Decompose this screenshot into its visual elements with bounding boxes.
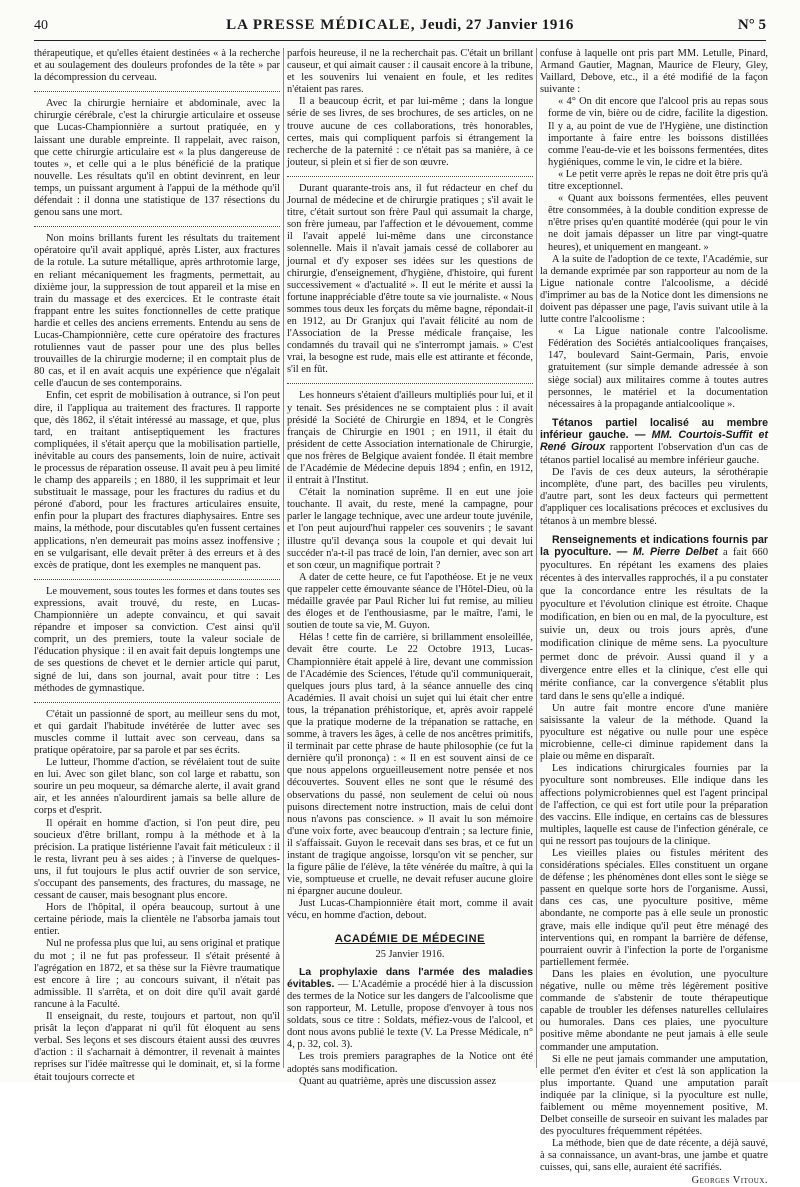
topic-body: a fait 660 pyocultures. En répétant les examens des plaies récentes à des intervalles rapprochés, il a pu constater que la concordance entre les résultats de la pyoculture et l'évolution clinique est étroite. Chaque modification, en bien ou en mal, de la pyoculture, est suivie un, deux ou trois jours après, d'une modification clinique de même sens. La pyoculture permet donc de prévoir. Aussi quand il y a divergence entre elles et la clinique, c'est elle qui mérite confiance, car la convergence s'établit plus tard dans le sens qu'elle a indiqué. bbox=[540, 546, 769, 702]
paragraph: Avec la chirurgie herniaire et abdominale, avec la chirurgie cérébrale, c'est la chirurgie articulaire et osseuse que Lucas-Championnière a surtout pratiquée, en y laissant une durable empreinte. Il rappelait, avec raison, que cette chirurgie articulaire est « la plus dangereuse de toutes », et celle qui a le plus bénéficié de la pratique nouvelle. Les résultats qu'il en obtint devinrent, en leur temps, un puissant argument à l'appui de la méthode qu'il défendait : il donna une statistique de 137 résections du genou sans une mort. bbox=[34, 98, 280, 219]
paragraph: Un autre fait montre encore d'une manière saisissante la valeur de la méthode. Quand la pyoculture est négative ou nulle pour une espèce microbienne, celle-ci diminue rapidement dans la plaie ou même en disparaît. bbox=[540, 702, 768, 763]
paragraph: Durant quarante-trois ans, il fut rédacteur en chef du Journal de médecine et de chirurgie pratiques ; s'il avait le titre, c'était surtout son frère Paul qui assumait la charge, son frère jumeau, par l'affection et le dévouement, comme il l'avait appelé lui-même dans une circonstance solennelle. Mais il n'avait jamais cessé de collaborer au journal et d'y exposer ses idées sur les questions de chirurgie, d'enseignement, d'hygiène, d'histoire, qui furent successivement « d'actualité ». Il eut le mérite et aussi la fortune inappréciable d'être toute sa vie journaliste. « Nous sommes tous deux les forçats du même bagne, répondait-il en 1912, au Dr Granjux qui l'avait félicité au nom de l'Association de la Presse médicale française, les condamnés du travail qui ne s'interrompt jamais. » C'est vrai, la besogne est rude, mais elle est attirante et féconde, s'il en fût. bbox=[287, 182, 533, 376]
paragraph: Il enseignait, du reste, toujours et partout, non qu'il prisât la leçon d'apparat ni qu'il fût éloquent au sens verbal. Ses leçons et ses discours étaient aussi des œuvres d'action : il s'acharnait à démontrer, il revenait à maintes reprises sur l'idée maîtresse qui le dominait, et, si la forme était toujours correcte et bbox=[34, 1011, 280, 1083]
dotted-divider bbox=[34, 702, 280, 703]
session-date: 25 Janvier 1916. bbox=[375, 948, 445, 960]
dotted-divider bbox=[34, 226, 280, 227]
journal-name: LA PRESSE MÉDICALE, bbox=[226, 17, 416, 33]
paragraph: Enfin, cet esprit de mobilisation à outrance, si l'on peut dire, il l'appliqua au traitement des fractures. Il rapporte que, dès 1862, il s'était intéressé au massage, et que, plus tard, en traitant antiseptiquement les fractures compliquées, il s'était aperçu que la mobilisation partielle, inévitable au cours des pansements, loin de nuire, activait le processus de réparation osseuse. Il avait peu à peu limité le champ des appareils ; en 1880, il les supprimait et leur substituait le massage, pour les fractures du radius et du péroné d'abord, pour les fractures articulaires ensuite, enfin pour la plupart des fractures diaphysaires. Entre ses mains, la méthode, pour discutables qu'en fussent certaines applications, n'en demeurait pas moins assez inoffensive ; en se vulgarisant, elle devait prêter à des erreurs et à des excès de pratique, dont les exemples ne manquent pas. bbox=[34, 390, 280, 571]
paragraph: Les indications chirurgicales fournies par la pyoculture sont nombreuses. Elle indique dans les affections polymicrobiennes quel est l'agent principal de l'affection, ce qui est fort utile pour la préparation des vaccins. Elle indique, en certains cas de blessures multiples, laquelle est cause de l'infection générale, ce qui ne ressort pas toujours de la clinique. bbox=[540, 763, 768, 847]
paragraph: Le lutteur, l'homme d'action, se révélaient tout de suite en lui. Avec son gilet blanc, son col large et rabattu, son sourire un peu moqueur, sa démarche alerte, il avait grand air, et les années n'alourdirent jamais sa belle allure de corps et d'esprit. bbox=[34, 757, 280, 817]
topic-body: rapportent l'observation d'un cas de tétanos partiel localisé au membre inférieur gauche. bbox=[540, 442, 768, 467]
paragraph: Quant au quatrième, après une discussion assez bbox=[299, 1075, 497, 1087]
paragraph: A la suite de l'adoption de ce texte, l'Académie, sur la demande exprimée par son rapporteur au nom de la Ligue nationale contre l'alcoolisme, a décidé d'imprimer au bas de la Notice dont les dimensions ne doivent pas dépasser une page, l'avis suivant utile à la lutte contre l'alcoolisme : bbox=[540, 253, 768, 326]
paragraph: Les trois premiers paragraphes de la Notice ont été adoptés sans modification. bbox=[287, 1051, 533, 1075]
paragraph: Les honneurs s'étaient d'ailleurs multipliés pour lui, et il y tenait. Ses présidences ne se comptaient plus : il avait présidé la Société de Chirurgie en 1894, et le Congrès français de Chirurgie en 1901 ; en 1911, il était du président de cette Association internationale de Chirurgie, que nos frères de Belgique avaient fondée. Il était membre de l'Académie de Médecine depuis 1894 ; enfin, en 1912, il entrait à l'Institut. bbox=[287, 390, 533, 487]
paragraph bbox=[287, 967, 533, 1052]
paragraph bbox=[540, 534, 768, 703]
topic-body: — L'Académie a procédé hier à la discussion des termes de la Notice sur les dangers de l'alcoolisme que son rapporteur, M. Letulle, propose d'envoyer à tous nos soldats, sous ce titre : Soldats, méfiez-vous de l'alcool, et dont nous avons publié le texte (V. La Presse Médicale, n° 4, p. 32, col. 3). bbox=[287, 978, 533, 1051]
page-header bbox=[34, 14, 766, 40]
paragraph: La méthode, bien que de date récente, a déjà sauvé, à sa connaissance, un avant-bras, une jambe et quatre cuisses, qui, sans elle, auraient été sacrifiés. bbox=[540, 1138, 768, 1174]
author-signature: Georges Vitoux. bbox=[691, 1174, 768, 1186]
header-rule bbox=[34, 40, 766, 41]
dotted-divider bbox=[287, 176, 533, 177]
column-1 bbox=[34, 48, 280, 1083]
paragraph bbox=[540, 417, 768, 467]
paragraph: Si elle ne peut jamais commander une amputation, elle permet d'en éviter et c'est là son application la plus importante. Quand une amputation paraît indiquée par la clinique, si la pyoculture est nulle, faiblement ou même moyennement positive, M. Delbet conseille de surseoir en suivant les malades par des pyocultures fréquemment répétées. bbox=[540, 1053, 768, 1138]
topic-title: Tétanos partiel localisé au membre inférieur gauche. bbox=[540, 416, 768, 441]
paragraph: Nul ne professa plus que lui, au sens original et pratique du mot ; il ne fut pas professeur. Il s'était présenté à l'agrégation en 1872, et sa thèse sur la Fièvre traumatique est encore à lire ; au concours suivant, il n'était pas admissible. Il s'arrêta, et on doit dire qu'il avait gardé rancune à la Faculté. bbox=[34, 938, 280, 1010]
paragraph: Dans les plaies en évolution, une pyoculture négative, nulle ou même très légèrement positive commande de s'abstenir de toute thérapeutique capable de troubler les défenses naturelles cellulaires ou humorales. Dans ces plaies, une pyoculture positive même abondante ne peut jamais à elle seule commander une amputation. bbox=[540, 968, 768, 1053]
paragraph: Hélas ! cette fin de carrière, si brillamment ensoleillée, devait être courte. Le 22 Octobre 1913, Lucas-Championnière était appelé à lire, devant une commission de l'Académie des Sciences, l'étude qu'il communiquerait, quelques jours plus tard, à la séance annuelle des cinq Académies. Il avait choisi un sujet qui lui était cher entre tous, la trépanation préhistorique, et, après avoir rappelé que la pratique moderne de la trépanation se rattache, en somme, à travers les âges, à celle de nos ancêtres primitifs, il terminait par cette phrase de haute philosophie (ce fut la dernière qu'il prononça) : « Il en est souvent ainsi de ce que nous appelons orgueilleusement notre pensée et nos découvertes. Souvent elles ne sont que le résumé des observations du passé, non seulement de celui où nous puisons directement notre instruction, mais de celui dont nous n'avons pas conscience. » Il avait lu son mémoire d'une voix forte, avec beaucoup d'entrain ; sa lecture finie, il s'affaissait. Guyon le recevait dans ses bras, et ce fut un instant de tragique angoisse, lorsqu'on vit se pencher, sur la figure pâlie de l'élève, la tête vénérée du maître, à qui la vie, somptueuse et cruelle, ne devait refuser aucune gloire ni épargner aucune douleur. bbox=[287, 632, 533, 898]
quoted-paragraph: « Quant aux boissons fermentées, elles peuvent être consommées, à la double condition expresse de n'être prises qu'en quantité modérée (qui pour le vin ne doit jamais dépasser un litre par vingt-quatre heures), et uniquement en mangeant. » bbox=[548, 193, 768, 253]
paragraph: confuse à laquelle ont pris part MM. Letulle, Pinard, Armand Gautier, Magnan, Maurice de Fleury, Gley, Vaillard, Debove, etc., il a été modifié de la façon suivante : bbox=[540, 48, 768, 96]
topic-authors: — M. Pierre Delbet bbox=[611, 545, 718, 558]
paragraph: Just Lucas-Championnière était mort, comme il avait vécu, en homme d'action, debout. bbox=[287, 898, 533, 922]
paragraph: De l'avis de ces deux auteurs, la sérothérapie incomplète, d'une part, des bacilles peu virulents, d'autre part, sont les deux facteurs qui permettent d'appliquer ces localisations précoces et exclusives du tétanos à un membre blessé. bbox=[540, 467, 768, 527]
quoted-paragraph: « Le petit verre après le repas ne doit être pris qu'à titre exceptionnel. bbox=[548, 168, 768, 193]
paragraph: C'était la nomination suprême. Il en eut une joie touchante. Il avait, du reste, mené la campagne, pour parler le langage technique, avec une ardeur toute juvénile, et l'on peut aujourd'hui rappeler ces souvenirs ; le savant illustre qu'il devança sous la coupole et qui devait lui succéder n'a-t-il pas tracé de loin, l'an dernier, avec son art et son cœur, un magnifique portrait ? bbox=[287, 487, 533, 571]
topic-title: La prophylaxie dans l'armée des maladies évitables. bbox=[287, 966, 533, 990]
issue-number: N° 5 bbox=[737, 17, 766, 33]
paragraph: Le mouvement, sous toutes les formes et dans toutes ses expressions, avait trouvé, du reste, en Lucas-Championnière un adepte convaincu, et qui savait répandre et imposer sa conviction. C'est ainsi qu'il comprit, un des premiers, toute la valeur sociale de l'éducation physique : il en avait fait depuis longtemps une de ses questions de chevet et le dernier article qui parut, signé de lui, dans son journal, avait pour titre : Les méthodes de gymnastique. bbox=[34, 585, 280, 694]
topic-authors: — MM. Courtois-Suffit et René Giroux bbox=[540, 428, 768, 453]
column-separator bbox=[283, 48, 284, 1068]
dotted-divider bbox=[287, 383, 533, 384]
paragraph: thérapeutique, et qu'elles étaient destinées « à la recherche et au soulagement des douleurs profondes de la tête » par la décompression du cerveau. bbox=[34, 48, 280, 84]
topic-title: Renseignements et indications fournis par la pyoculture. bbox=[540, 533, 768, 558]
paragraph: Il opérait en homme d'action, si l'on peut dire, peu soucieux d'être brillant, rompu à la méthode et à la précision. La pratique listérienne l'avait fait méticuleux : il le resta, livrant peu à ses aides ; à l'inverse de quelques-uns, il fut toujours le plus actif ouvrier de son service, s'occupant des pansements, des fractures, du massage, ne cessant de causer, mais besognant plus encore. bbox=[34, 817, 280, 902]
paragraph: parfois heureuse, il ne la recherchait pas. C'était un brillant causeur, et qui aimait causer : il causait encore à la tribune, et les souvenirs lui venaient en foule, et les redites n'étaient pas rares. bbox=[287, 48, 533, 96]
quoted-paragraph: « 4° On dit encore que l'alcool pris au repas sous forme de vin, bière ou de cidre, facilite la digestion. Il y a, au point de vue de l'Hygiène, une distinction importante à faire entre les boissons distillées comme l'eau-de-vie et les boissons fermentées, dites hygiéniques, comme le vin, le cidre et la bière. bbox=[548, 96, 768, 168]
section-heading: ACADÉMIE DE MÉDECINE bbox=[334, 932, 486, 945]
dotted-divider bbox=[34, 579, 280, 580]
paragraph: Non moins brillants furent les résultats du traitement opératoire qu'il avait appliqué, après Lister, aux fractures de la rotule. La suture métallique, après arthrotomie large, en reliant mécaniquement les fragments, permettait, au dixième jour, la suppression de tout appareil et la mise en train du massage et des exercices. Et le contraste était frappant entre les suites fonctionnelles de cette pratique hardie et celles des anciens errements. Entendu au sens de Lucas-Championnière, cette cure opératoire des fractures rotuliennes vaut de passer pour une des plus belles trouvailles de la chirurgie moderne; il en comptait plus de 80 cas, et il en avait acquis une expérience que n'égalait celle d'aucun de ses contemporains. bbox=[34, 233, 280, 390]
masthead bbox=[34, 17, 766, 34]
page-number: 40 bbox=[34, 18, 48, 33]
paragraph: Il a beaucoup écrit, et par lui-même ; dans la longue série de ses livres, de ses brochures, de ses articles, on ne trouve aucune de ces collaborations, très honorables, certes, mais qui compliquent parfois si étrangement la recherche de la paternité : ce n'était pas sa manière, à ce jouteur, si plein et si fier de son œuvre. bbox=[287, 96, 533, 168]
quoted-paragraph: « La Ligue nationale contre l'alcoolisme. Fédération des Sociétés antialcooliques françaises, 147, boulevard Saint-Germain, Paris, envoie gratuitement (sur simple demande adressée à son siège social) aux militaires comme à toutes autres personnes, le matériel et la documentation nécessaires à la propagande antialcoolique ». bbox=[548, 326, 768, 410]
paragraph: Hors de l'hôpital, il opéra beaucoup, surtout à une certaine période, mais la clientèle ne l'absorba jamais tout entier. bbox=[34, 902, 280, 938]
paragraph: A dater de cette heure, ce fut l'apothéose. Et je ne veux que rappeler cette émouvante séance de l'Hôtel-Dieu, où la médaille gravée par Paul Richer lui fut remise, au milieu des éloges et de l'enthousiasme, par le maître, l'ami, le soutien de toute sa vie, M. Guyon. bbox=[287, 571, 533, 632]
column-separator bbox=[536, 48, 537, 1068]
paragraph: Les vieilles plaies ou fistules méritent des considérations spéciales. Elles constituent un organe de défense ; les phénomènes dont elles sont le siège se passent en quelque sorte hors de l'organisme. Aussi, dans ces cas, une pyoculture positive, même abondante, ne comporte pas à elle seule un pronostic grave, mais elle indique qu'il peut être ménagé des interventions qui, en rompant la barrière de défense, pourraient ouvrir à l'infection la porte de l'organisme partiellement fermée. bbox=[540, 848, 768, 968]
issue-date: Jeudi, 27 Janvier 1916 bbox=[419, 17, 574, 33]
column-2 bbox=[287, 48, 533, 1087]
column-3 bbox=[540, 48, 769, 1186]
dotted-divider bbox=[34, 91, 280, 92]
paragraph: C'était un passionné de sport, au meilleur sens du mot, et qui gardait l'habitude invétérée de lutter avec ses muscles comme il luttait avec son cerveau, dans sa pratique opératoire, par sa parole et par ses écrits. bbox=[34, 708, 280, 756]
